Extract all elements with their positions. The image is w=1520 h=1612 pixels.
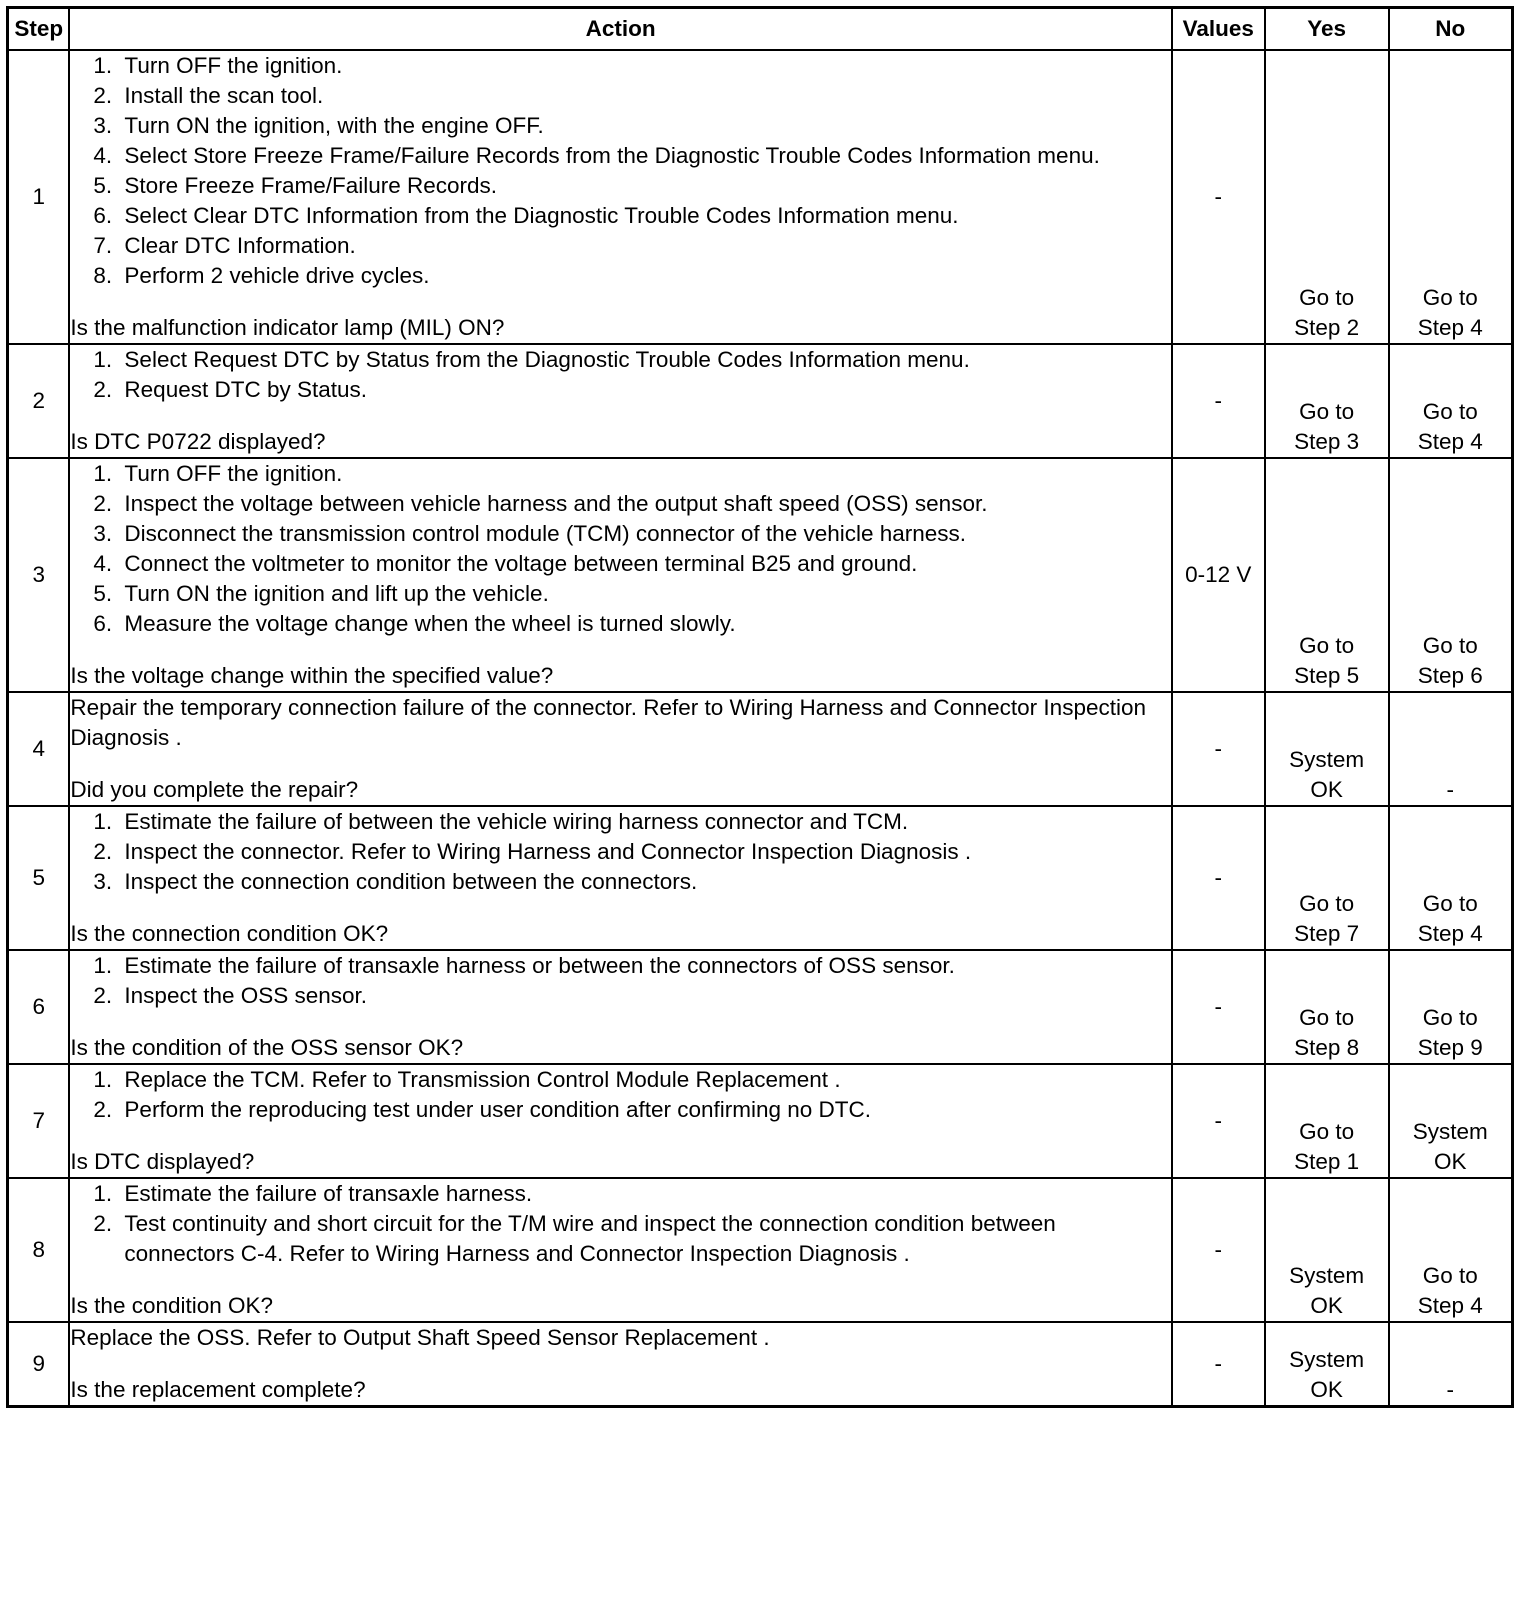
substep-item: 6. Measure the voltage change when the wheel is turned slowly. [118,609,1170,639]
substep-item: 3. Inspect the connection condition between the connectors. [118,867,1170,897]
substep-item: 4. Connect the voltmeter to monitor the voltage between terminal B25 and ground. [118,549,1170,579]
no-line: OK [1434,1149,1467,1174]
table-row [8,50,1513,344]
no-cell [1389,950,1513,1064]
yes-line: Go to [1299,891,1355,916]
values-cell: 0-12 V [1172,458,1265,692]
no-line: Go to [1422,1263,1478,1288]
substep-item: 1. Turn OFF the ignition. [118,51,1170,81]
no-cell [1389,458,1513,692]
action-text: Repair the temporary connection failure of the connector. Refer to Wiring Harness and Connector Inspection Diagnosis . [70,695,1146,750]
step-question: Is the malfunction indicator lamp (MIL) ON? [70,315,505,340]
values-cell: - [1172,344,1265,458]
substep-list [70,345,1170,405]
no-line: Go to [1422,891,1478,916]
substep-list [70,1065,1170,1125]
no-cell [1389,1178,1513,1322]
yes-cell [1265,692,1389,806]
no-line: Go to [1422,285,1478,310]
no-line: Step 6 [1417,663,1483,688]
no-line: Go to [1422,1005,1478,1030]
values-cell: - [1172,1322,1265,1407]
action-cell [69,950,1171,1064]
step-question: Is the condition of the OSS sensor OK? [70,1035,464,1060]
table-body [8,50,1513,1407]
yes-line: Step 8 [1294,1035,1360,1060]
yes-line: Step 1 [1294,1149,1360,1174]
action-cell [69,806,1171,950]
no-line: - [1446,777,1455,802]
substep-item: 1. Replace the TCM. Refer to Transmission Control Module Replacement . [118,1065,1170,1095]
yes-cell [1265,344,1389,458]
substep-item: 7. Clear DTC Information. [118,231,1170,261]
yes-cell [1265,1322,1389,1407]
step-number: 5 [8,806,70,950]
yes-line: System [1289,1347,1365,1372]
action-cell [69,692,1171,806]
table-row [8,458,1513,692]
substep-item: 2. Inspect the voltage between vehicle harness and the output shaft speed (OSS) sensor. [118,489,1170,519]
substep-item: 1. Estimate the failure of transaxle harness. [118,1179,1170,1209]
step-question: Is the voltage change within the specified value? [70,663,554,688]
values-cell: - [1172,950,1265,1064]
step-question: Is DTC displayed? [70,1149,255,1174]
substep-item: 8. Perform 2 vehicle drive cycles. [118,261,1170,291]
no-cell [1389,50,1513,344]
substep-item: 2. Test continuity and short circuit for the T/M wire and inspect the connection condition between connectors C-4. Refer to Wiring Harness and Connector Inspection Diagnosis . [118,1209,1170,1269]
table-row [8,806,1513,950]
action-cell [69,50,1171,344]
step-number: 1 [8,50,70,344]
substep-item: 2. Perform the reproducing test under user condition after confirming no DTC. [118,1095,1170,1125]
step-question: Is the connection condition OK? [70,921,389,946]
values-cell: - [1172,1064,1265,1178]
substep-item: 4. Select Store Freeze Frame/Failure Records from the Diagnostic Trouble Codes Information menu. [118,141,1170,171]
no-line: - [1446,1377,1455,1402]
no-line: Step 4 [1417,921,1483,946]
yes-line: Go to [1299,285,1355,310]
yes-line: Go to [1299,1119,1355,1144]
yes-line: OK [1310,1377,1343,1402]
table-row [8,1064,1513,1178]
no-cell [1389,1322,1513,1407]
substep-item: 2. Inspect the OSS sensor. [118,981,1170,1011]
yes-line: Go to [1299,399,1355,424]
no-line: Step 4 [1417,315,1483,340]
yes-cell [1265,50,1389,344]
substep-item: 3. Disconnect the transmission control module (TCM) connector of the vehicle harness. [118,519,1170,549]
step-number: 9 [8,1322,70,1407]
no-cell [1389,806,1513,950]
step-number: 6 [8,950,70,1064]
yes-cell [1265,806,1389,950]
substep-list [70,1179,1170,1269]
no-line: Step 4 [1417,1293,1483,1318]
action-text: Replace the OSS. Refer to Output Shaft Speed Sensor Replacement . [70,1325,770,1350]
substep-list [70,459,1170,639]
substep-item: 5. Turn ON the ignition and lift up the vehicle. [118,579,1170,609]
yes-line: System [1289,747,1365,772]
header-values: Values [1172,8,1265,51]
no-line: Go to [1422,399,1478,424]
action-cell [69,458,1171,692]
step-number: 4 [8,692,70,806]
header-row [8,8,1513,51]
yes-line: Step 7 [1294,921,1360,946]
substep-list [70,51,1170,291]
values-cell: - [1172,806,1265,950]
substep-item: 6. Select Clear DTC Information from the Diagnostic Trouble Codes Information menu. [118,201,1170,231]
substep-list [70,951,1170,1011]
action-cell [69,1064,1171,1178]
diagnostic-table [6,6,1514,1408]
substep-list [70,807,1170,897]
substep-item: 1. Estimate the failure of between the vehicle wiring harness connector and TCM. [118,807,1170,837]
yes-line: Go to [1299,1005,1355,1030]
values-cell: - [1172,1178,1265,1322]
values-cell: - [1172,50,1265,344]
yes-cell [1265,458,1389,692]
yes-line: OK [1310,777,1343,802]
table-row [8,950,1513,1064]
table-row [8,1178,1513,1322]
yes-line: Go to [1299,633,1355,658]
no-line: Step 9 [1417,1035,1483,1060]
no-line: Go to [1422,633,1478,658]
no-line: Step 4 [1417,429,1483,454]
substep-item: 2. Inspect the connector. Refer to Wiring Harness and Connector Inspection Diagnosis . [118,837,1170,867]
step-question: Is DTC P0722 displayed? [70,429,326,454]
yes-line: Step 2 [1294,315,1360,340]
substep-item: 1. Turn OFF the ignition. [118,459,1170,489]
no-line: System [1412,1119,1488,1144]
yes-line: OK [1310,1293,1343,1318]
substep-item: 2. Request DTC by Status. [118,375,1170,405]
step-question: Is the condition OK? [70,1293,274,1318]
yes-cell [1265,1064,1389,1178]
step-question: Is the replacement complete? [70,1377,366,1402]
substep-item: 1. Estimate the failure of transaxle harness or between the connectors of OSS sensor. [118,951,1170,981]
action-cell [69,1322,1171,1407]
action-cell [69,344,1171,458]
header-yes: Yes [1265,8,1389,51]
header-action: Action [69,8,1171,51]
step-number: 8 [8,1178,70,1322]
step-number: 3 [8,458,70,692]
values-cell: - [1172,692,1265,806]
no-cell [1389,344,1513,458]
substep-item: 1. Select Request DTC by Status from the Diagnostic Trouble Codes Information menu. [118,345,1170,375]
substep-item: 2. Install the scan tool. [118,81,1170,111]
action-cell [69,1178,1171,1322]
step-number: 2 [8,344,70,458]
substep-item: 5. Store Freeze Frame/Failure Records. [118,171,1170,201]
substep-item: 3. Turn ON the ignition, with the engine OFF. [118,111,1170,141]
table-row [8,1322,1513,1407]
no-cell [1389,1064,1513,1178]
yes-line: Step 3 [1294,429,1360,454]
table-row [8,692,1513,806]
step-number: 7 [8,1064,70,1178]
table-row [8,344,1513,458]
yes-cell [1265,1178,1389,1322]
header-step: Step [8,8,70,51]
step-question: Did you complete the repair? [70,777,359,802]
header-no: No [1389,8,1513,51]
yes-line: System [1289,1263,1365,1288]
yes-cell [1265,950,1389,1064]
no-cell [1389,692,1513,806]
yes-line: Step 5 [1294,663,1360,688]
